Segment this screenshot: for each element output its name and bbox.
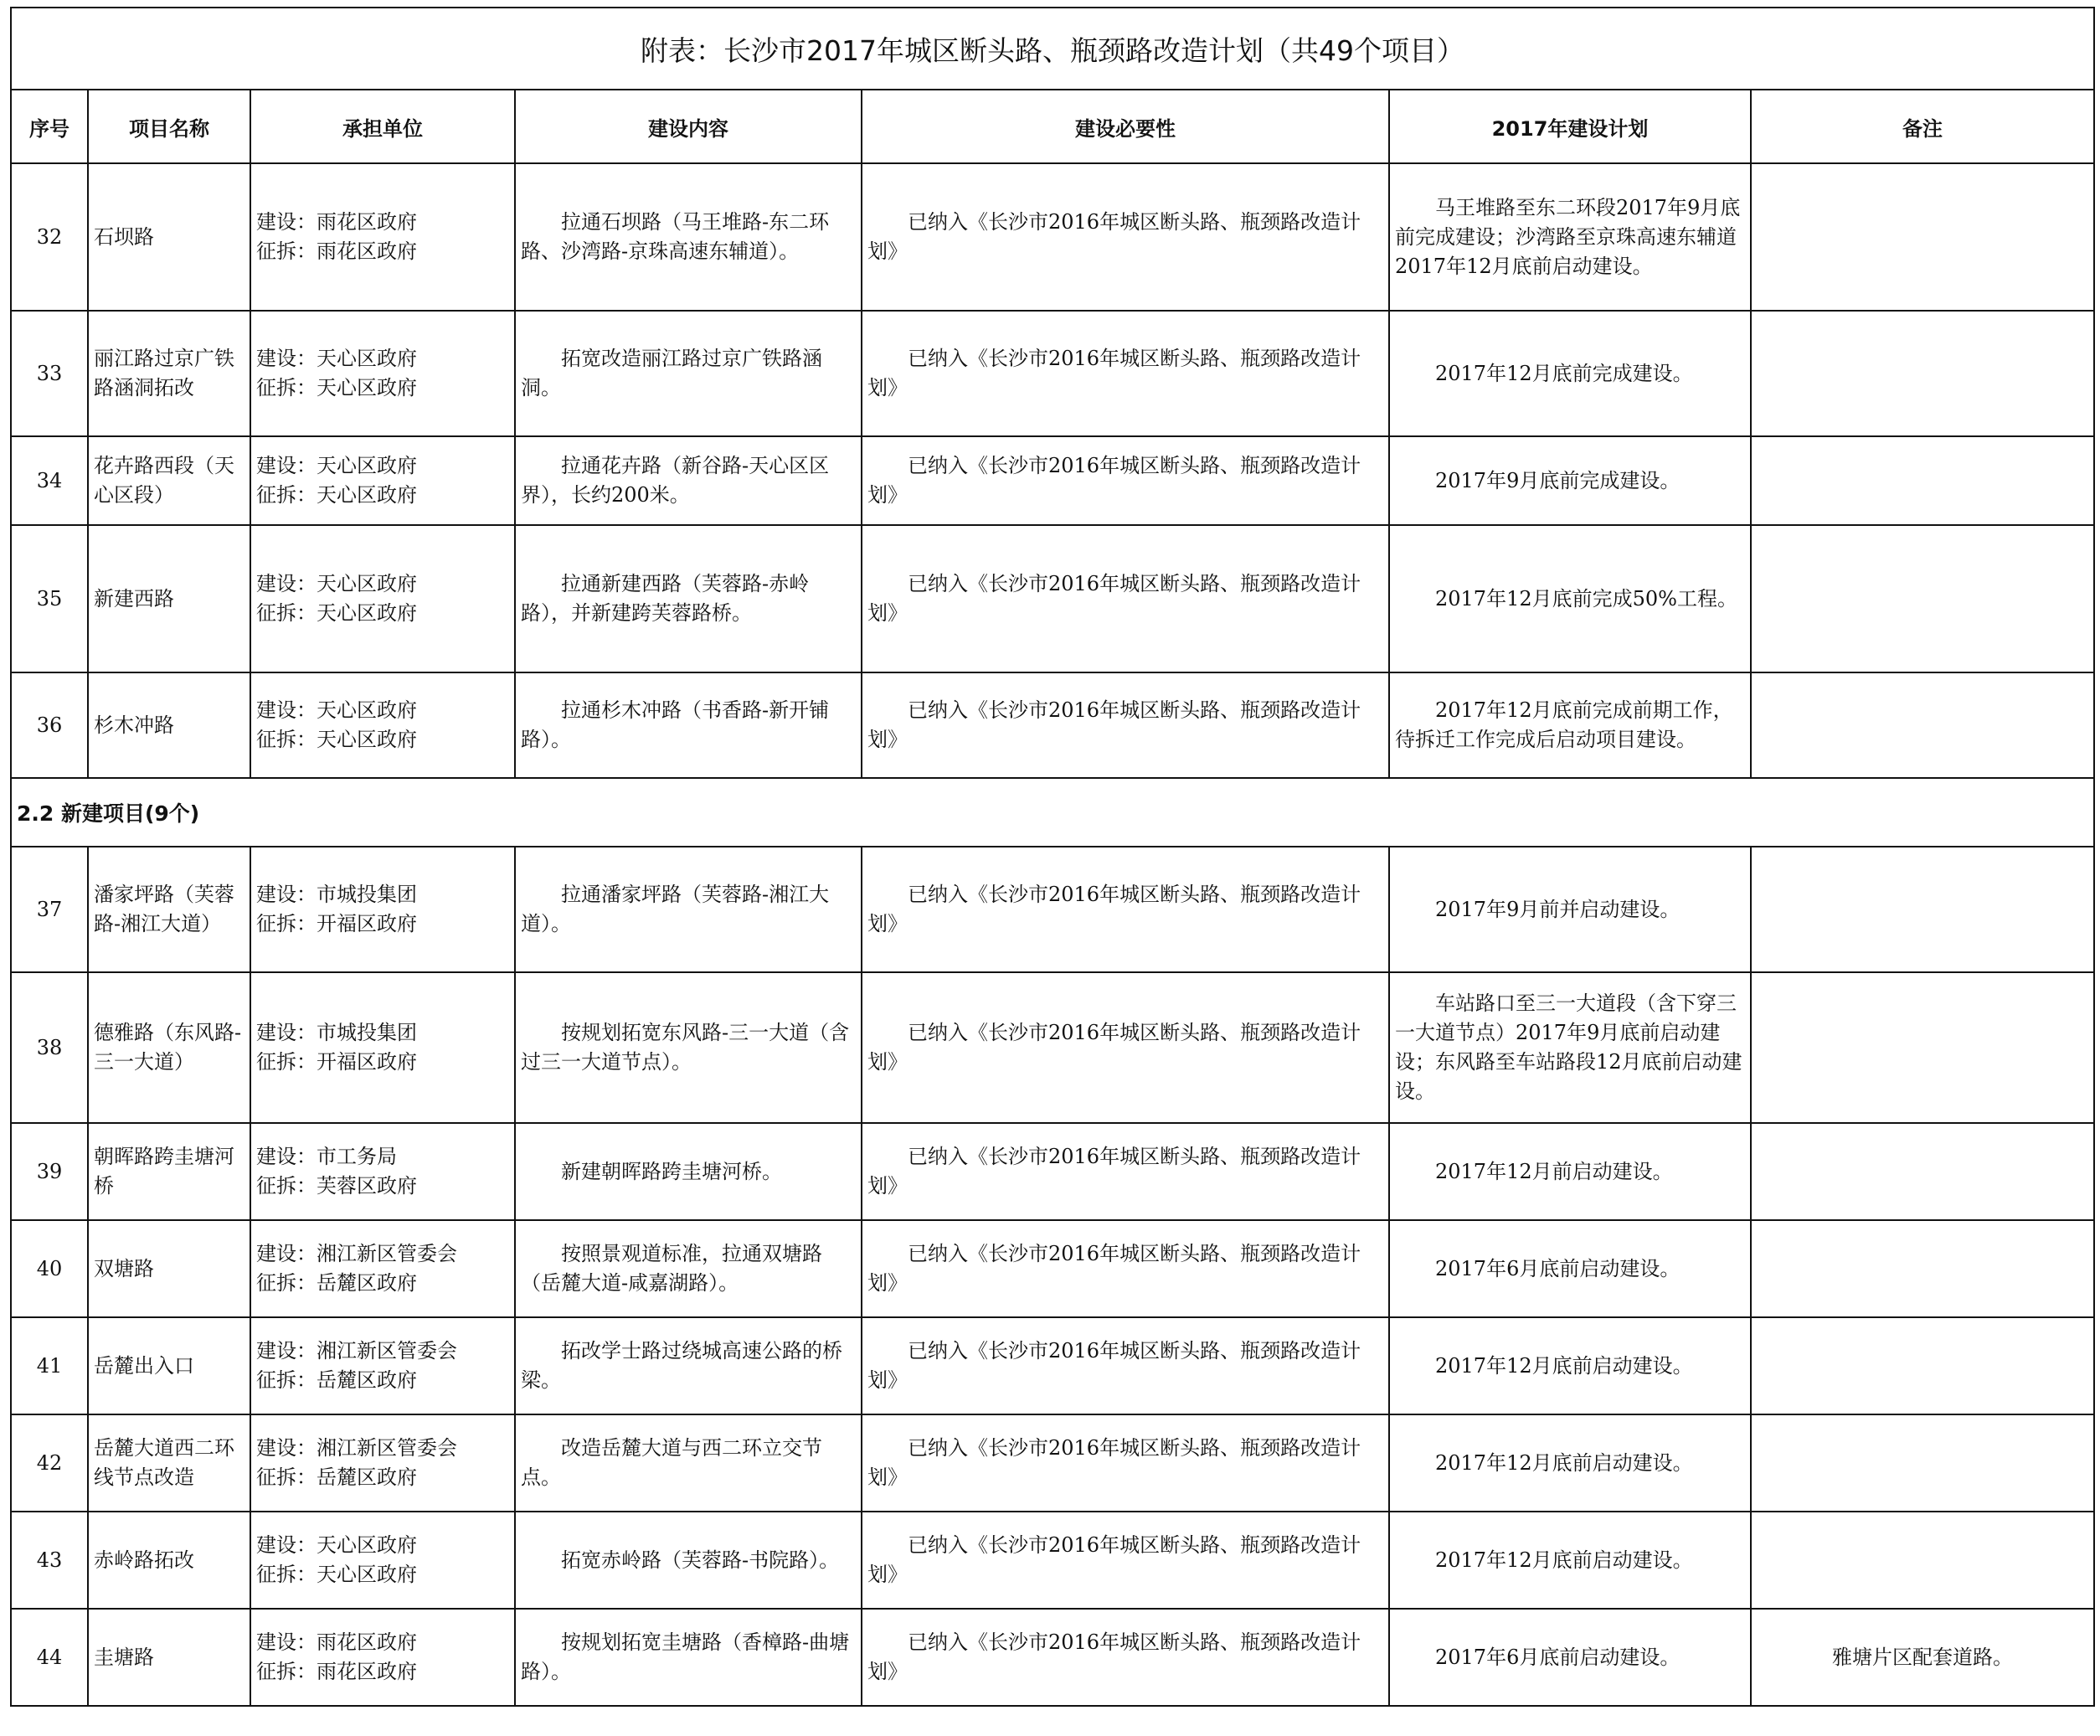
construction-content: 拉通石坝路（马王堆路-东二环路、沙湾路-京珠高速东辅道）。 xyxy=(515,163,862,311)
header-unit: 承担单位 xyxy=(250,90,515,163)
construction-necessity: 已纳入《长沙市2016年城区断头路、瓶颈路改造计划》 xyxy=(862,163,1389,311)
row-number: 44 xyxy=(11,1609,88,1706)
construction-plan: 2017年12月前启动建设。 xyxy=(1389,1123,1751,1220)
responsible-unit xyxy=(250,525,515,672)
project-name: 赤岭路拓改 xyxy=(88,1512,250,1609)
construction-necessity: 已纳入《长沙市2016年城区断头路、瓶颈路改造计划》 xyxy=(862,1123,1389,1220)
project-name: 岳麓大道西二环线节点改造 xyxy=(88,1414,250,1512)
unit-demolition: 征拆：天心区政府 xyxy=(256,601,417,625)
construction-content: 按照景观道标准，拉通双塘路（岳麓大道-咸嘉湖路）。 xyxy=(515,1220,862,1317)
header-plan: 2017年建设计划 xyxy=(1389,90,1751,163)
construction-plan: 马王堆路至东二环段2017年9月底前完成建设；沙湾路至京珠高速东辅道2017年12月底前启动建设。 xyxy=(1389,163,1751,311)
responsible-unit xyxy=(250,672,515,778)
construction-necessity: 已纳入《长沙市2016年城区断头路、瓶颈路改造计划》 xyxy=(862,1512,1389,1609)
construction-plan: 2017年12月底前完成50%工程。 xyxy=(1389,525,1751,672)
construction-content: 拓改学士路过绕城高速公路的桥梁。 xyxy=(515,1317,862,1414)
unit-demolition: 征拆：岳麓区政府 xyxy=(256,1466,417,1489)
unit-construction: 建设：雨花区政府 xyxy=(256,1630,417,1654)
remark: 雅塘片区配套道路。 xyxy=(1751,1609,2094,1706)
row-number: 32 xyxy=(11,163,88,311)
table-row xyxy=(11,163,2094,311)
construction-content: 改造岳麓大道与西二环立交节点。 xyxy=(515,1414,862,1512)
row-number: 40 xyxy=(11,1220,88,1317)
header-no: 序号 xyxy=(11,90,88,163)
project-name: 双塘路 xyxy=(88,1220,250,1317)
construction-necessity: 已纳入《长沙市2016年城区断头路、瓶颈路改造计划》 xyxy=(862,525,1389,672)
construction-content: 新建朝晖路跨圭塘河桥。 xyxy=(515,1123,862,1220)
construction-plan: 车站路口至三一大道段（含下穿三一大道节点）2017年9月底前启动建设；东风路至车站路段12月底前启动建设。 xyxy=(1389,972,1751,1123)
project-name: 新建西路 xyxy=(88,525,250,672)
remark xyxy=(1751,972,2094,1123)
construction-necessity: 已纳入《长沙市2016年城区断头路、瓶颈路改造计划》 xyxy=(862,1414,1389,1512)
responsible-unit xyxy=(250,847,515,972)
remark xyxy=(1751,1123,2094,1220)
construction-content: 按规划拓宽圭塘路（香樟路-曲塘路）。 xyxy=(515,1609,862,1706)
table-title: 附表：长沙市2017年城区断头路、瓶颈路改造计划（共49个项目） xyxy=(11,8,2094,90)
responsible-unit xyxy=(250,311,515,436)
project-name: 圭塘路 xyxy=(88,1609,250,1706)
table-row xyxy=(11,311,2094,436)
table-row xyxy=(11,1220,2094,1317)
responsible-unit xyxy=(250,1512,515,1609)
header-row xyxy=(11,90,2094,163)
construction-plan: 2017年9月前并启动建设。 xyxy=(1389,847,1751,972)
section-title: 2.2 新建项目(9个) xyxy=(11,778,2094,847)
construction-content: 按规划拓宽东风路-三一大道（含过三一大道节点）。 xyxy=(515,972,862,1123)
unit-demolition: 征拆：开福区政府 xyxy=(256,1050,417,1074)
construction-necessity: 已纳入《长沙市2016年城区断头路、瓶颈路改造计划》 xyxy=(862,436,1389,525)
construction-content: 拉通新建西路（芙蓉路-赤岭路），并新建跨芙蓉路桥。 xyxy=(515,525,862,672)
construction-content: 拉通潘家坪路（芙蓉路-湘江大道）。 xyxy=(515,847,862,972)
header-content: 建设内容 xyxy=(515,90,862,163)
construction-plan: 2017年12月底前完成前期工作，待拆迁工作完成后启动项目建设。 xyxy=(1389,672,1751,778)
project-name: 潘家坪路（芙蓉路-湘江大道） xyxy=(88,847,250,972)
unit-demolition: 征拆：天心区政府 xyxy=(256,728,417,751)
construction-necessity: 已纳入《长沙市2016年城区断头路、瓶颈路改造计划》 xyxy=(862,1317,1389,1414)
table-row xyxy=(11,1512,2094,1609)
unit-demolition: 征拆：岳麓区政府 xyxy=(256,1368,417,1392)
unit-construction: 建设：雨花区政府 xyxy=(256,210,417,234)
construction-necessity: 已纳入《长沙市2016年城区断头路、瓶颈路改造计划》 xyxy=(862,672,1389,778)
responsible-unit xyxy=(250,1414,515,1512)
table-row xyxy=(11,1317,2094,1414)
section-row xyxy=(11,778,2094,847)
unit-construction: 建设：市工务局 xyxy=(256,1145,397,1168)
project-name: 石坝路 xyxy=(88,163,250,311)
remark xyxy=(1751,525,2094,672)
construction-plan: 2017年9月底前完成建设。 xyxy=(1389,436,1751,525)
construction-necessity: 已纳入《长沙市2016年城区断头路、瓶颈路改造计划》 xyxy=(862,311,1389,436)
row-number: 41 xyxy=(11,1317,88,1414)
construction-content: 拓宽改造丽江路过京广铁路涵洞。 xyxy=(515,311,862,436)
unit-construction: 建设：天心区政府 xyxy=(256,454,417,477)
row-number: 35 xyxy=(11,525,88,672)
header-note: 备注 xyxy=(1751,90,2094,163)
row-number: 36 xyxy=(11,672,88,778)
remark xyxy=(1751,672,2094,778)
table-row xyxy=(11,1123,2094,1220)
header-necessity: 建设必要性 xyxy=(862,90,1389,163)
header-name: 项目名称 xyxy=(88,90,250,163)
plan-table xyxy=(10,7,2095,1707)
construction-plan: 2017年6月底前启动建设。 xyxy=(1389,1609,1751,1706)
table-row xyxy=(11,525,2094,672)
table-row xyxy=(11,436,2094,525)
responsible-unit xyxy=(250,972,515,1123)
responsible-unit xyxy=(250,163,515,311)
construction-necessity: 已纳入《长沙市2016年城区断头路、瓶颈路改造计划》 xyxy=(862,847,1389,972)
document-sheet xyxy=(10,7,2093,1707)
row-number: 42 xyxy=(11,1414,88,1512)
remark xyxy=(1751,1512,2094,1609)
unit-demolition: 征拆：芙蓉区政府 xyxy=(256,1174,417,1198)
unit-construction: 建设：天心区政府 xyxy=(256,347,417,370)
unit-construction: 建设：湘江新区管委会 xyxy=(256,1242,457,1265)
project-name: 朝晖路跨圭塘河桥 xyxy=(88,1123,250,1220)
responsible-unit xyxy=(250,436,515,525)
unit-construction: 建设：天心区政府 xyxy=(256,1533,417,1557)
construction-necessity: 已纳入《长沙市2016年城区断头路、瓶颈路改造计划》 xyxy=(862,1220,1389,1317)
construction-necessity: 已纳入《长沙市2016年城区断头路、瓶颈路改造计划》 xyxy=(862,972,1389,1123)
table-row xyxy=(11,1414,2094,1512)
project-name: 花卉路西段（天心区段） xyxy=(88,436,250,525)
project-name: 岳麓出入口 xyxy=(88,1317,250,1414)
remark xyxy=(1751,1414,2094,1512)
row-number: 33 xyxy=(11,311,88,436)
unit-demolition: 征拆：天心区政府 xyxy=(256,376,417,399)
unit-construction: 建设：市城投集团 xyxy=(256,883,417,906)
construction-plan: 2017年12月底前启动建设。 xyxy=(1389,1317,1751,1414)
responsible-unit xyxy=(250,1317,515,1414)
project-name: 丽江路过京广铁路涵洞拓改 xyxy=(88,311,250,436)
table-row xyxy=(11,847,2094,972)
remark xyxy=(1751,163,2094,311)
unit-demolition: 征拆：天心区政府 xyxy=(256,1563,417,1586)
remark xyxy=(1751,311,2094,436)
construction-plan: 2017年12月底前完成建设。 xyxy=(1389,311,1751,436)
unit-demolition: 征拆：雨花区政府 xyxy=(256,240,417,263)
construction-content: 拓宽赤岭路（芙蓉路-书院路）。 xyxy=(515,1512,862,1609)
remark xyxy=(1751,847,2094,972)
construction-content: 拉通花卉路（新谷路-天心区区界），长约200米。 xyxy=(515,436,862,525)
project-name: 德雅路（东风路-三一大道） xyxy=(88,972,250,1123)
row-number: 34 xyxy=(11,436,88,525)
unit-demolition: 征拆：岳麓区政府 xyxy=(256,1271,417,1295)
construction-plan: 2017年12月底前启动建设。 xyxy=(1389,1414,1751,1512)
row-number: 37 xyxy=(11,847,88,972)
construction-necessity: 已纳入《长沙市2016年城区断头路、瓶颈路改造计划》 xyxy=(862,1609,1389,1706)
table-row xyxy=(11,972,2094,1123)
remark xyxy=(1751,1220,2094,1317)
row-number: 39 xyxy=(11,1123,88,1220)
responsible-unit xyxy=(250,1123,515,1220)
remark xyxy=(1751,436,2094,525)
unit-demolition: 征拆：天心区政府 xyxy=(256,483,417,507)
row-number: 43 xyxy=(11,1512,88,1609)
unit-demolition: 征拆：开福区政府 xyxy=(256,912,417,935)
unit-construction: 建设：天心区政府 xyxy=(256,572,417,595)
responsible-unit xyxy=(250,1220,515,1317)
unit-demolition: 征拆：雨花区政府 xyxy=(256,1660,417,1683)
construction-content: 拉通杉木冲路（书香路-新开铺路）。 xyxy=(515,672,862,778)
responsible-unit xyxy=(250,1609,515,1706)
unit-construction: 建设：天心区政府 xyxy=(256,698,417,722)
unit-construction: 建设：湘江新区管委会 xyxy=(256,1339,457,1363)
unit-construction: 建设：市城投集团 xyxy=(256,1021,417,1044)
table-row xyxy=(11,1609,2094,1706)
construction-plan: 2017年12月底前启动建设。 xyxy=(1389,1512,1751,1609)
table-row xyxy=(11,672,2094,778)
project-name: 杉木冲路 xyxy=(88,672,250,778)
construction-plan: 2017年6月底前启动建设。 xyxy=(1389,1220,1751,1317)
unit-construction: 建设：湘江新区管委会 xyxy=(256,1436,457,1460)
remark xyxy=(1751,1317,2094,1414)
row-number: 38 xyxy=(11,972,88,1123)
